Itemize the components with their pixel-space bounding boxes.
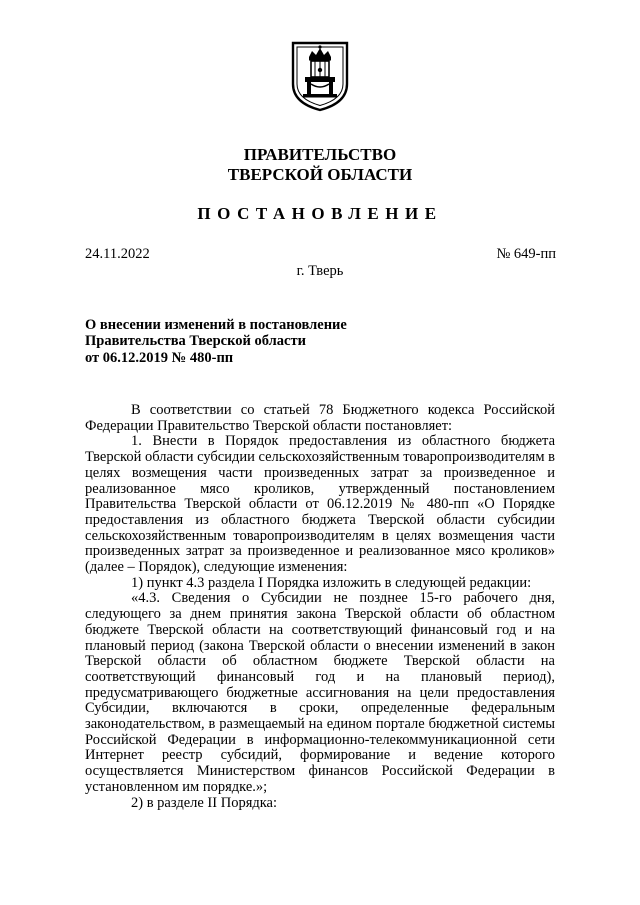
document-number: № 649-пп [496,246,556,262]
document-city: г. Тверь [296,263,344,279]
body-paragraph: В соответствии со статьей 78 Бюджетного кодекса Российской Федерации Правительство Тверской области постановляет: [85,402,555,434]
body-paragraph: 1) пункт 4.3 раздела I Порядка изложить в следующей редакции: [131,574,532,591]
body-paragraph: 2) в разделе II Порядка: [131,794,278,811]
document-subject [85,317,405,366]
document-date: 24.11.2022 [85,246,150,262]
body-paragraph: «4.3. Сведения о Субсидии не позднее 15-го рабочего дня, следующего за днем принятия закона Тверской области об областном бюджете Тверской области на соответствующий финансовый год и на плановый период (закона Тверской области о внесении изменений в закон Тверской области об областном бюджете Тверской области на соответствующий финансовый год и на плановый период), предусматривающего бюджетные ассигнования на цели предоставления Субсидии, включаются в сроки, определенные федеральным законодательством, в размещаемый на едином портале бюджетной системы Российской Федерации в информационно-телекоммуникационной сети Интернет реестр субсидий, формирование и ведение которого осуществляется Министерством финансов Российской Федерации в установленном им порядке.»; [85,590,555,795]
subject-line: О внесении изменений в постановление [85,317,347,333]
coat-of-arms-emblem [290,40,350,112]
organization-name-line1: ПРАВИТЕЛЬСТВО [243,145,397,164]
body-paragraph: 1. Внести в Порядок предоставления из областного бюджета Тверской области субсидии сельскохозяйственным товаропроизводителям в целях возмещения части произведенных затрат за произведенное и реализованное мясо кроликов, утвержденный постановлением Правительства Тверской области от 06.12.2019 № 480-пп «О Порядке предоставления из областного бюджета Тверской области субсидии сельскохозяйственным товаропроизводителям в целях возмещения части произведенных затрат за произведенное и реализованное мясо кроликов» (далее – Порядок), следующие изменения: [85,433,555,576]
document-type-title: ПОСТАНОВЛЕНИЕ [197,204,443,223]
document-body [85,403,555,811]
subject-line: от 06.12.2019 № 480-пп [85,349,234,366]
subject-line: Правительства Тверской области [85,333,306,350]
tver-coat-of-arms-icon [290,40,350,112]
organization-name-line2: ТВЕРСКОЙ ОБЛАСТИ [227,165,413,184]
